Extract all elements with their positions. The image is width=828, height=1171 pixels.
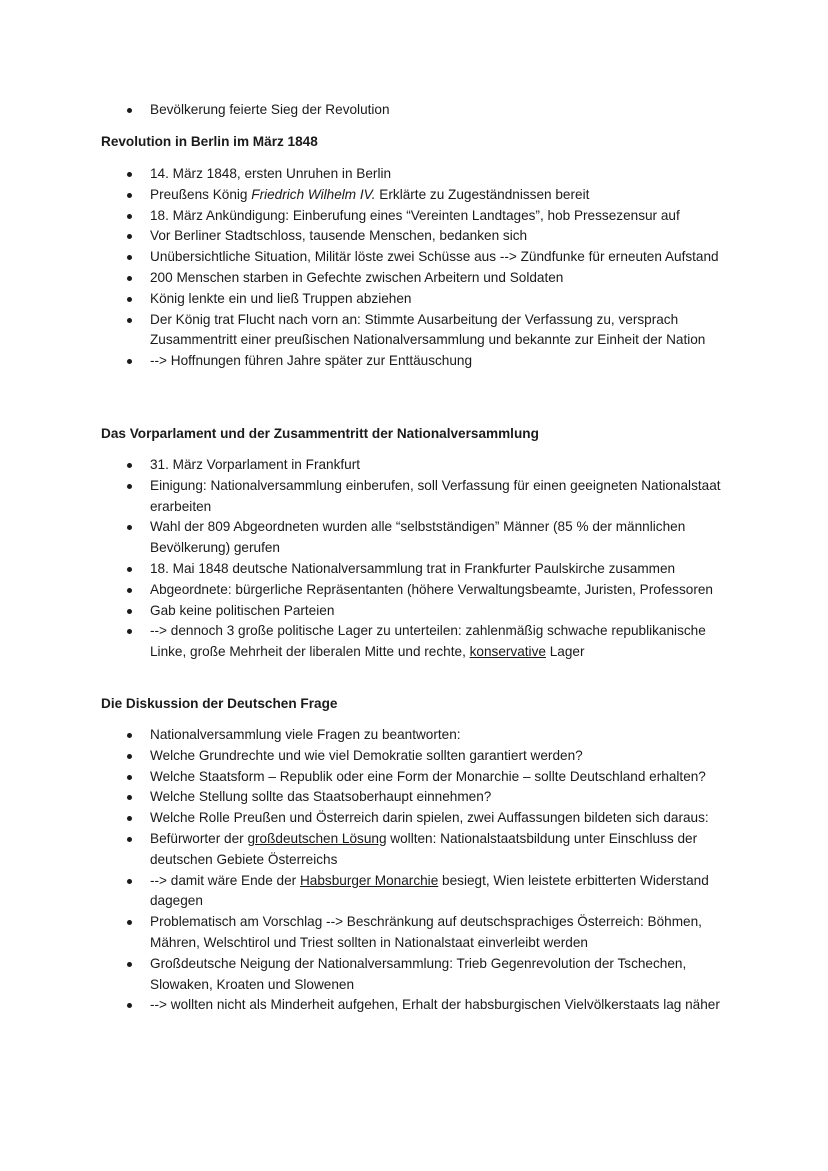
bullet-text: Welche Rolle Preußen und Österreich darin spielen, zwei Auffassungen bildeten sich daraus: xyxy=(150,810,709,826)
bullet-text: Problematisch am Vorschlag --> Beschränkung auf deutschsprachiges Österreich: Böhmen, Mähren, Welschtirol und Triest sollten in Nationalstaat einverleibt werden xyxy=(150,914,702,950)
underlined-term: konservative xyxy=(469,644,546,660)
bullet-item xyxy=(0,351,828,372)
bullet-text-prefix: --> dennoch 3 große politische Lager zu unterteilen: zahlenmäßig schwache republikanische Linke, große Mehrheit der liberalen Mitte und rechte, xyxy=(150,623,706,660)
bullet-text: --> Hoffnungen führen Jahre später zur Enttäuschung xyxy=(150,353,473,369)
bullet-text-prefix: --> damit wäre Ende der xyxy=(150,872,300,888)
underlined-term: Habsburger Monarchie xyxy=(299,872,439,888)
bullet-text: Unübersichtliche Situation, Militär löste zwei Schüsse aus --> Zündfunke für erneuten Aufstand xyxy=(150,249,719,265)
bullet-text: Nationalversammlung viele Fragen zu beantworten: xyxy=(150,727,461,742)
bullet-text: 200 Menschen starben in Gefechte zwischen Arbeitern und Soldaten xyxy=(150,269,564,285)
bullet-item xyxy=(0,912,828,954)
bullet-text-suffix: Erklärte zu Zugeständnissen bereit xyxy=(375,186,590,202)
bullet-item xyxy=(0,289,828,310)
bullet-text-prefix: Preußens König xyxy=(150,186,252,202)
bullet-text: König lenkte ein und ließ Truppen abziehen xyxy=(150,290,412,306)
bullet-text-suffix: wollten: Nationalstaatsbildung unter Einschluss der deutschen Gebiete Österreichs xyxy=(150,830,698,867)
bullet-text: 18. März Ankündigung: Einberufung eines “Vereinten Landtages”, hob Pressezensur auf xyxy=(150,207,680,223)
underlined-term: großdeutschen Lösung xyxy=(247,830,387,846)
bullet-text: Vor Berliner Stadtschloss, tausende Menschen, bedanken sich xyxy=(150,228,528,244)
bullet-item xyxy=(0,226,828,247)
bullet-item xyxy=(0,476,828,518)
bullet-text: --> wollten nicht als Minderheit aufgehen, Erhalt der habsburgischen Vielvölkerstaats lag näher xyxy=(150,997,720,1013)
bullet-text: Wahl der 809 Abgeordneten wurden alle “selbstständigen” Männer (85 % der männlichen Bevölkerung) gerufen xyxy=(150,519,686,556)
bullet-item xyxy=(0,310,828,352)
bullet-text: 31. März Vorparlament in Frankfurt xyxy=(150,457,361,472)
bullet-text: Welche Grundrechte und wie viel Demokratie sollten garantiert werden? xyxy=(150,747,583,763)
bullet-text: Großdeutsche Neigung der Nationalversammlung: Trieb Gegenrevolution der Tschechen, Slowaken, Kroaten und Slowenen xyxy=(150,955,687,992)
bullet-item xyxy=(0,995,828,1016)
bullet-item xyxy=(0,164,828,185)
vorparlament-bullet-list xyxy=(0,455,828,663)
bullet-item xyxy=(0,808,828,829)
bullet-item xyxy=(0,580,828,601)
section-heading-revolution-berlin: Revolution in Berlin im März 1848 xyxy=(101,134,318,149)
bullet-item xyxy=(0,100,828,121)
bullet-text: Bevölkerung feierte Sieg der Revolution xyxy=(150,102,390,117)
bullet-text: Der König trat Flucht nach vorn an: Stimmte Ausarbeitung der Verfassung zu, versprach Zusammentritt einer preußischen Nationalversammlung und bekannte zur Einheit der Nation xyxy=(150,311,706,348)
intro-bullet-list xyxy=(0,100,828,121)
bullet-text: 18. Mai 1848 deutsche Nationalversammlung trat in Frankfurter Paulskirche zusammen xyxy=(150,560,676,576)
bullet-item xyxy=(0,268,828,289)
bullet-item xyxy=(0,954,828,996)
bullet-text: Welche Stellung sollte das Staatsoberhaupt einnehmen? xyxy=(150,789,492,805)
bullet-item xyxy=(0,621,828,663)
bullet-text-suffix: Lager xyxy=(545,644,585,660)
bullet-text: 14. März 1848, ersten Unruhen in Berlin xyxy=(150,166,392,181)
bullet-item xyxy=(0,185,828,206)
bullet-item xyxy=(0,517,828,559)
bullet-item xyxy=(0,725,828,746)
bullet-item xyxy=(0,787,828,808)
bullet-item xyxy=(0,871,828,913)
section-heading-vorparlament: Das Vorparlament und der Zusammentritt der Nationalversammlung xyxy=(101,426,539,441)
bullet-text-prefix: Befürworter der xyxy=(150,830,248,846)
king-name-italic: Friedrich Wilhelm IV. xyxy=(251,186,376,202)
bullet-text: Gab keine politischen Parteien xyxy=(150,602,335,618)
bullet-item xyxy=(0,829,828,871)
bullet-text-suffix: besiegt, Wien leistete erbitterten Widerstand dagegen xyxy=(150,872,709,909)
bullet-text: Abgeordnete: bürgerliche Repräsentanten (höhere Verwaltungsbeamte, Juristen, Professoren xyxy=(150,581,713,597)
bullet-text: Welche Staatsform – Republik oder eine Form der Monarchie – sollte Deutschland erhalten? xyxy=(150,768,706,784)
bullet-item xyxy=(0,206,828,227)
bullet-item xyxy=(0,767,828,788)
bullet-item xyxy=(0,746,828,767)
revolution-berlin-bullet-list xyxy=(0,164,828,372)
bullet-item xyxy=(0,247,828,268)
bullet-text: Einigung: Nationalversammlung einberufen, soll Verfassung für einen geeigneten Nationalstaat erarbeiten xyxy=(150,477,721,514)
deutsche-frage-bullet-list xyxy=(0,725,828,1016)
bullet-item xyxy=(0,559,828,580)
bullet-item xyxy=(0,455,828,476)
bullet-item xyxy=(0,601,828,622)
section-heading-deutsche-frage: Die Diskussion der Deutschen Frage xyxy=(101,696,338,711)
